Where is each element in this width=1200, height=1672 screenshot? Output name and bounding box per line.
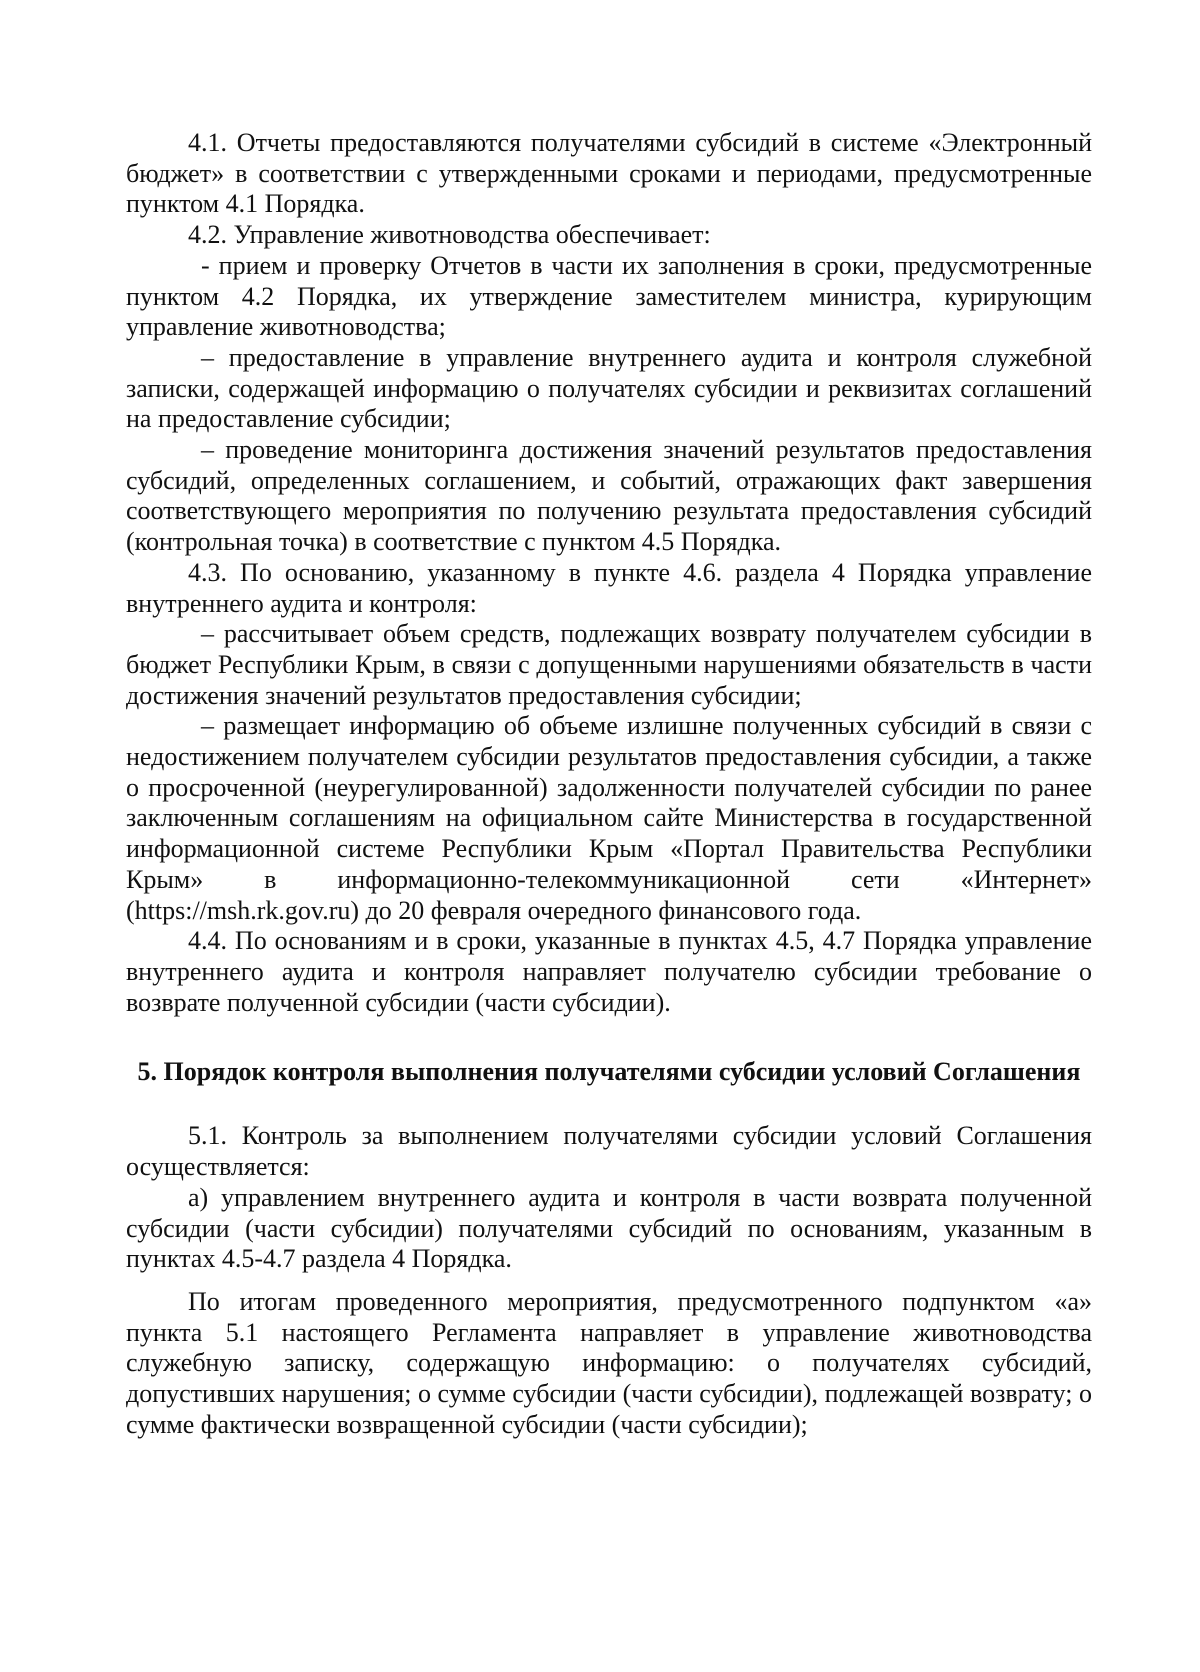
list-item: – рассчитывает объем средств, подлежащих возврату получателем субсидии в бюджет Республики Крым, в связи с допущенными нарушениями обязательств в части достижения значений результатов предоставления субсидии; — [126, 619, 1092, 710]
paragraph-4-3: 4.3. По основанию, указанному в пункте 4.6. раздела 4 Порядка управление внутреннего аудита и контроля: — [126, 557, 1092, 618]
paragraph-spacer — [126, 1275, 1092, 1287]
paragraph-4-4: 4.4. По основаниям и в сроки, указанные в пунктах 4.5, 4.7 Порядка управление внутреннего аудита и контроля направляет получателю субсидии требование о возврате полученной субсидии (части субсидии). — [126, 926, 1092, 1017]
section-heading: 5. Порядок контроля выполнения получателями субсидии условий Соглашения — [137, 1057, 1081, 1087]
list-item: – размещает информацию об объеме излишне полученных субсидий в связи с недостижением получателем субсидии результатов предоставления субсидии, а также о просроченной (неурегулированной) задолженности получателей субсидии по ранее заключенным соглашениям на официальном сайте Министерства в государственной информационной системе Республики Крым «Портал Правительства Республики Крым» в информационно-телекоммуникационной сети «Интернет» (https://msh.rk.gov.ru) до 20 февраля очередного финансового года. — [126, 711, 1092, 925]
paragraph-results: По итогам проведенного мероприятия, предусмотренного подпунктом «а» пункта 5.1 настоящего Регламента направляет в управление животноводства служебную записку, содержащую информацию: о получателях субсидий, допустивших нарушения; о сумме субсидии (части субсидии), подлежащей возврату; о сумме фактически возвращенной субсидии (части субсидии); — [126, 1286, 1092, 1439]
list-item: – проведение мониторинга достижения значений результатов предоставления субсидий, определенных соглашением, и событий, отражающих факт завершения соответствующего мероприятия по получению результата предоставления субсидий (контрольная точка) в соответствие с пунктом 4.5 Порядка. — [126, 435, 1092, 557]
document-body — [126, 128, 1092, 1440]
list-item: - прием и проверку Отчетов в части их заполнения в сроки, предусмотренные пунктом 4.2 Порядка, их утверждение заместителем министра, курирующим управление животноводства; — [126, 250, 1092, 342]
paragraph-5-1: 5.1. Контроль за выполнением получателями субсидии условий Соглашения осуществляется: — [126, 1121, 1092, 1182]
paragraph-4-2: 4.2. Управление животноводства обеспечивает: — [188, 220, 711, 250]
subparagraph-a: а) управлением внутреннего аудита и контроля в части возврата полученной субсидии (части субсидии) получателями субсидий по основаниям, указанным в пунктах 4.5-4.7 раздела 4 Порядка. — [126, 1182, 1092, 1274]
list-item: – предоставление в управление внутреннего аудита и контроля служебной записки, содержащей информацию о получателях субсидии и реквизитах соглашений на предоставление субсидии; — [126, 342, 1092, 434]
paragraph-4-1: 4.1. Отчеты предоставляются получателями субсидий в системе «Электронный бюджет» в соответствии с утвержденными сроками и периодами, предусмотренные пунктом 4.1 Порядка. — [126, 128, 1092, 219]
